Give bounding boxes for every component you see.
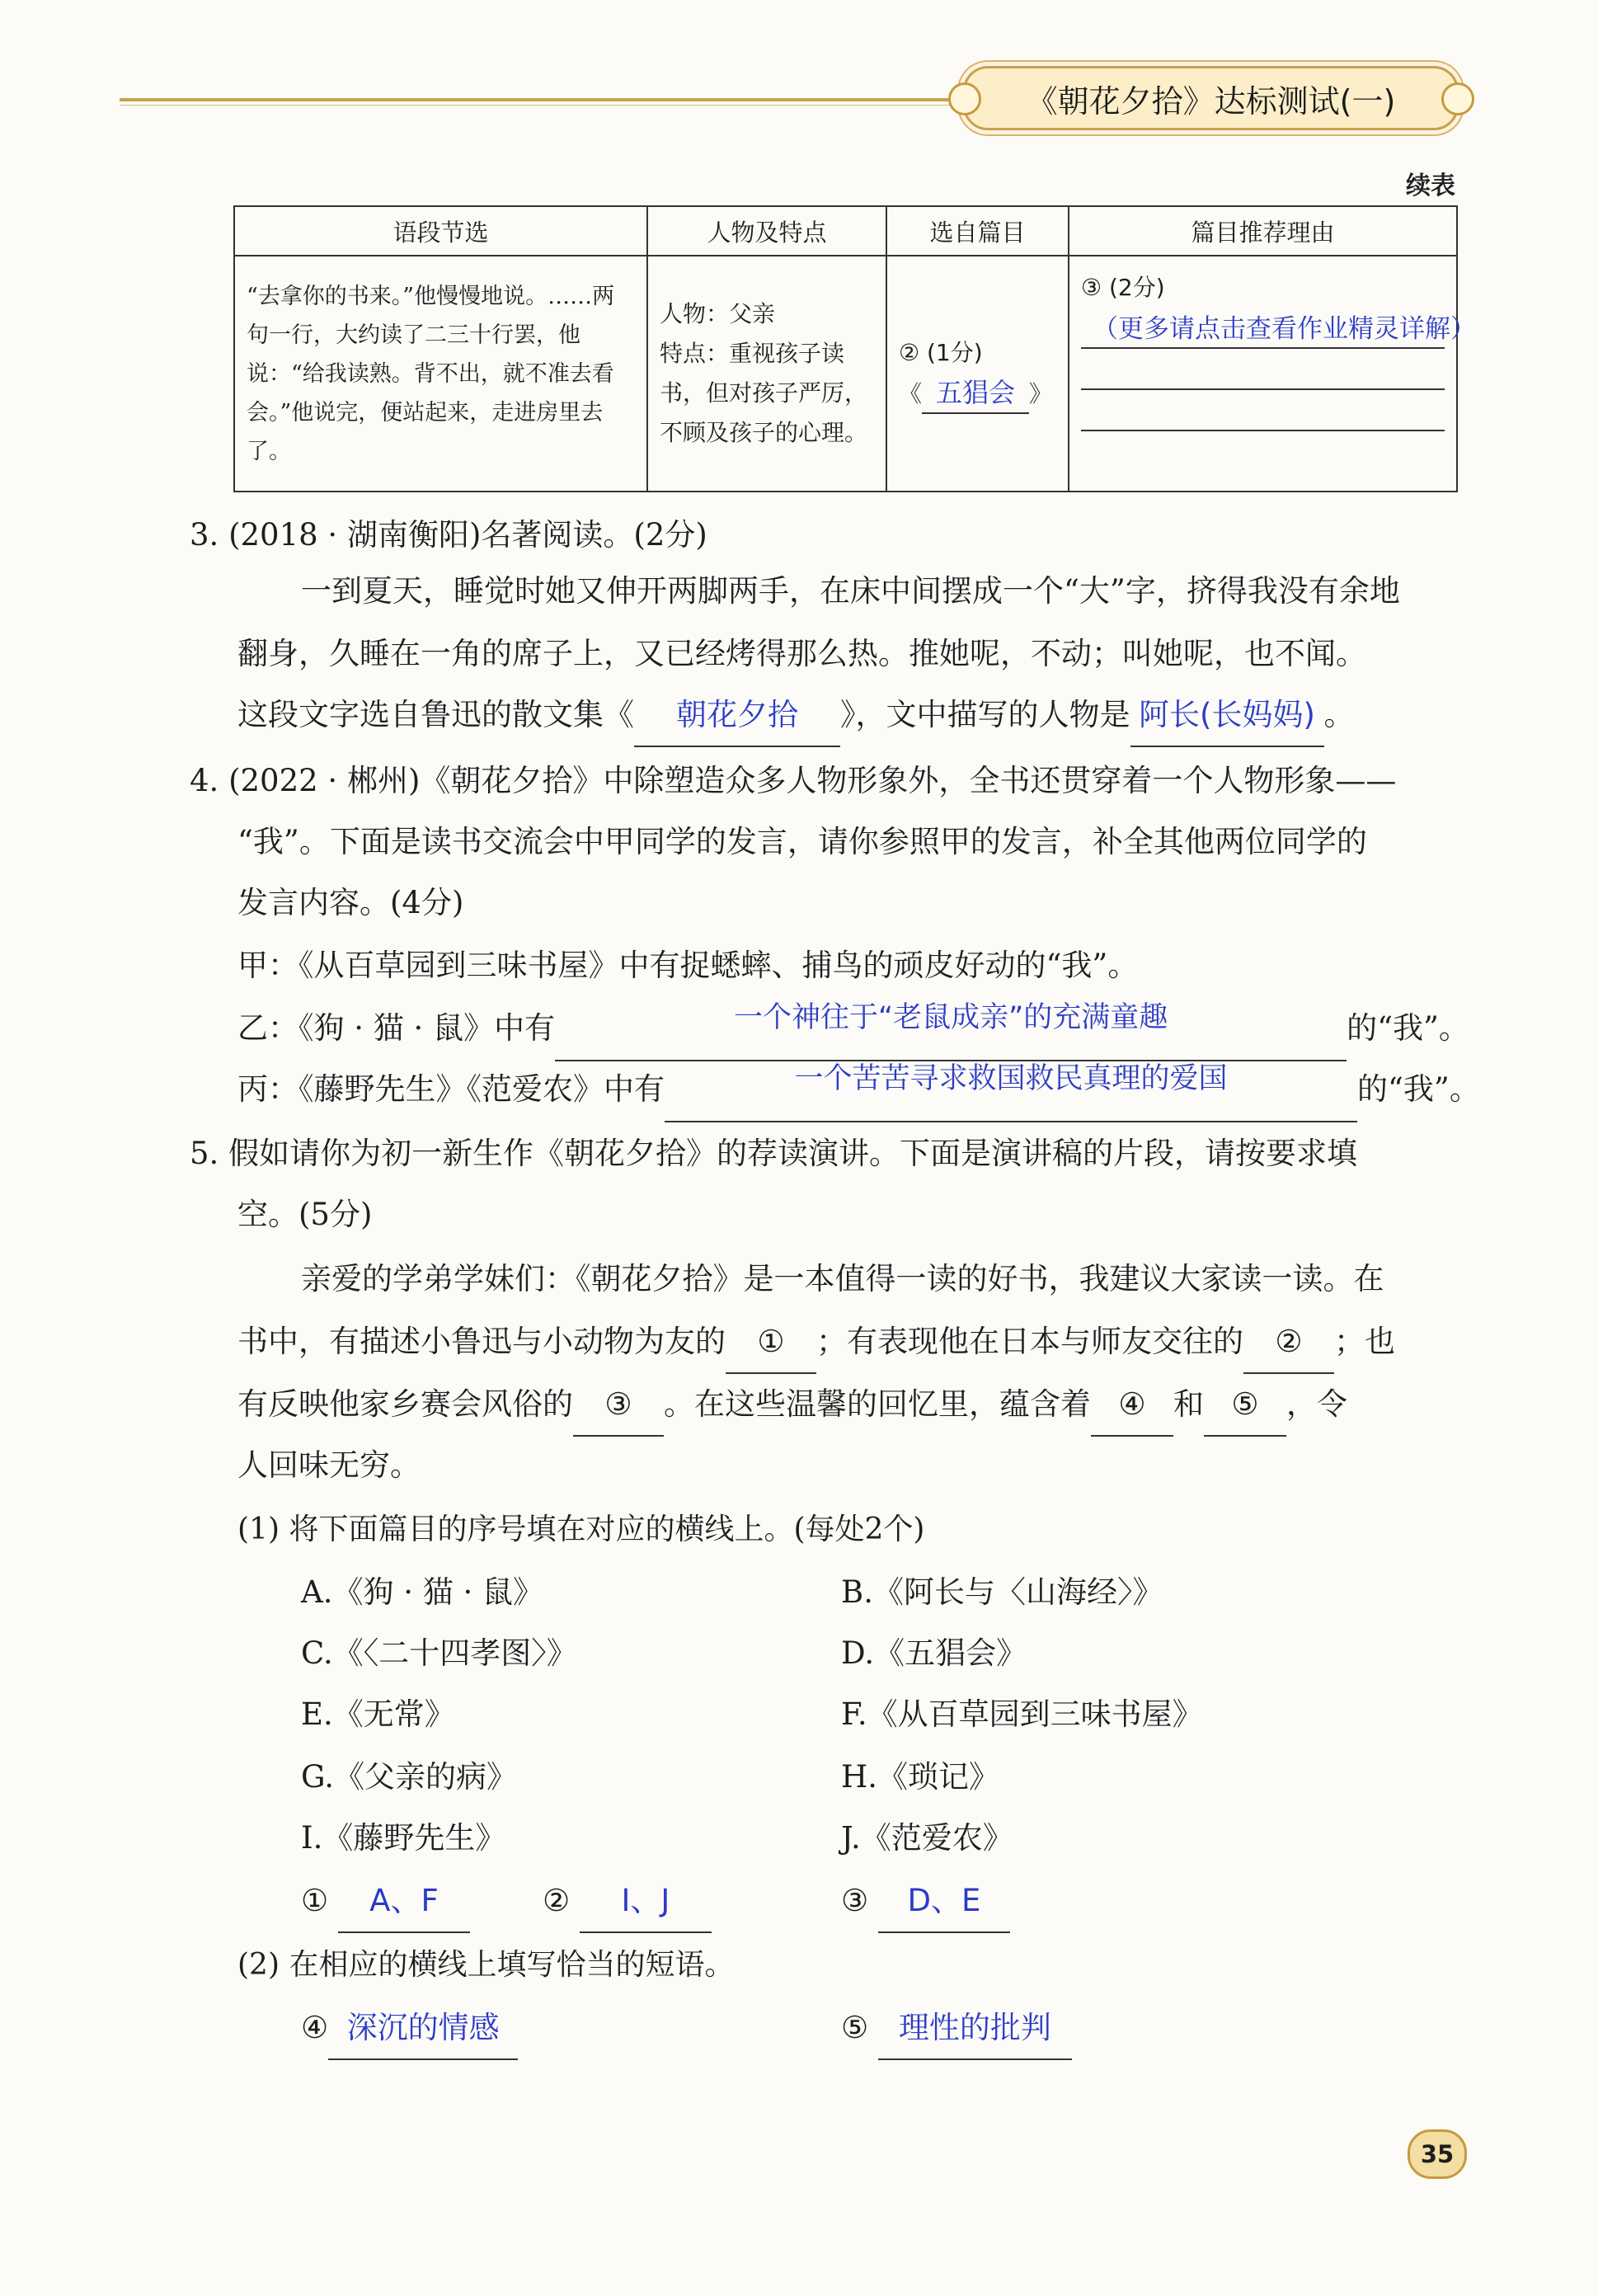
- reason-blank-line[interactable]: [1081, 390, 1445, 431]
- col-header-person: 人物及特点: [647, 206, 886, 256]
- option-i: I.《藤野先生》: [301, 1820, 506, 1856]
- q5-blank-5[interactable]: ⑤: [1204, 1374, 1286, 1437]
- source-cell: [886, 256, 1069, 492]
- header-banner: [963, 66, 1459, 130]
- q5-line-2: 空。(5分): [237, 1197, 373, 1232]
- q5-speech-2: 书中，有描述小鲁迅与小动物为友的 ① ；有表现他在日本与师友交往的 ② ；也: [237, 1311, 1395, 1374]
- q4-bing-blank[interactable]: [665, 1059, 1357, 1122]
- answer-2[interactable]: I、J: [580, 1870, 712, 1933]
- option-a: A.《狗 · 猫 · 鼠》: [301, 1574, 544, 1610]
- q3-passage-1: 一到夏天，睡觉时她又伸开两脚两手，在床中间摆成一个“大”字，挤得我没有余地: [301, 573, 1400, 609]
- table-continued-label: 续表: [1406, 172, 1455, 200]
- source-answer[interactable]: 五猖会: [922, 373, 1029, 414]
- q3-answer-a[interactable]: 朝花夕拾: [634, 685, 840, 747]
- reading-table: [233, 205, 1476, 492]
- q4-line-3: 发言内容。(4分): [237, 885, 464, 920]
- excerpt-text: “去拿你的书来。”他慢慢地说。……两句一行，大约读了二三十行罢，他说：“给我读熟。背不出，就不准去看会。”他说完，便站起来，走进房里去了。: [247, 283, 615, 464]
- answer-4[interactable]: 深沉的情感: [328, 1997, 518, 2060]
- option-c: C.《〈二十四孝图〉》: [301, 1635, 577, 1671]
- q5-sub1-title: (1) 将下面篇目的序号填在对应的横线上。(每处2个): [237, 1513, 925, 1546]
- page-number: 35: [1408, 2129, 1467, 2179]
- person-cell: [647, 256, 886, 492]
- q3-passage-2: 翻身，久睡在一角的席子上，又已经烤得那么热。推她呢，不动；叫她呢，也不闻。: [237, 636, 1366, 671]
- header-rule: [120, 98, 977, 101]
- answer-1-row: ① A、F: [301, 1870, 470, 1933]
- option-g: G.《父亲的病》: [301, 1759, 517, 1795]
- reason-label: ③ (2分): [1081, 274, 1165, 301]
- q5-blank-4[interactable]: ④: [1091, 1374, 1173, 1437]
- answer-2-row: ② I、J: [543, 1870, 712, 1933]
- answer-1[interactable]: A、F: [338, 1870, 470, 1933]
- answer-4-row: ④ 深沉的情感: [301, 1997, 518, 2060]
- q4-line-2: “我”。下面是读书交流会中甲同学的发言，请你参照甲的发言，补全其他两位同学的: [237, 824, 1367, 859]
- q4-line-1: 4. (2022 · 郴州)《朝花夕拾》中除塑造众多人物形象外，全书还贯穿着一个人物形象——: [190, 763, 1397, 798]
- header-rule-thin: [120, 105, 977, 106]
- q3-title: 3. (2018 · 湖南衡阳)名著阅读。(2分): [190, 517, 707, 553]
- q5-speech-1: 亲爱的学弟学妹们：《朝花夕拾》是一本值得一读的好书，我建议大家读一读。在: [301, 1261, 1384, 1296]
- q3-answer-line: 这段文字选自鲁迅的散文集《 朝花夕拾 》，文中描写的人物是 阿长(长妈妈) 。: [237, 685, 1355, 747]
- col-header-reason: 篇目推荐理由: [1069, 206, 1457, 256]
- q4-yi-answer[interactable]: 一个神往于“老鼠成亲”的充满童趣: [733, 1001, 1168, 1034]
- q5-blank-2[interactable]: ②: [1243, 1311, 1334, 1374]
- option-b: B.《阿长与〈山海经〉》: [841, 1574, 1163, 1610]
- q5-blank-3[interactable]: ③: [573, 1374, 664, 1437]
- q5-speech-3: 有反映他家乡赛会风俗的 ③ 。在这些温馨的回忆里，蕴含着 ④ 和 ⑤ ，令: [237, 1374, 1347, 1437]
- option-f: F.《从百草园到三味书屋》: [841, 1696, 1203, 1732]
- q3-answer-b[interactable]: 阿长(长妈妈): [1130, 685, 1324, 747]
- option-d: D.《五猖会》: [841, 1635, 1027, 1671]
- table-header-row: [234, 206, 1457, 256]
- reason-answer[interactable]: （更多请点击查看作业精灵详解）: [1093, 314, 1476, 344]
- answer-3-row: ③ D、E: [841, 1870, 1010, 1933]
- trait-text: 特点：重视孩子读书，但对孩子严厉，不顾及孩子的心理。: [660, 340, 868, 446]
- col-header-excerpt: 语段节选: [234, 206, 647, 256]
- q4-bing-answer[interactable]: 一个苦苦寻求救国救民真理的爱国: [794, 1062, 1228, 1095]
- q4-jia: 甲：《从百草园到三味书屋》中有捉蟋蟀、捕鸟的顽皮好动的“我”。: [237, 948, 1139, 983]
- col-header-source: 选自篇目: [886, 206, 1069, 256]
- answer-5-row: ⑤ 理性的批判: [841, 1997, 1072, 2060]
- option-h: H.《琐记》: [841, 1759, 1000, 1795]
- q5-speech-4: 人回味无穷。: [237, 1447, 421, 1483]
- q4-yi: 乙：《狗 · 猫 · 鼠》中有 一个神往于“老鼠成亲”的充满童趣 的“我”。: [237, 998, 1469, 1061]
- reason-cell: [1069, 256, 1476, 492]
- ornament-right-icon: [1441, 82, 1474, 115]
- reason-blank-line[interactable]: [1081, 349, 1445, 390]
- option-j: J.《范爱农》: [841, 1820, 1013, 1856]
- table-row: [234, 256, 1457, 492]
- q5-blank-1[interactable]: ①: [726, 1311, 816, 1374]
- person-text: 人物：父亲: [660, 300, 776, 327]
- q4-yi-blank[interactable]: [555, 998, 1347, 1061]
- source-label: ② (1分): [899, 339, 983, 366]
- excerpt-cell: [234, 256, 647, 492]
- q5-sub2-title: (2) 在相应的横线上填写恰当的短语。: [237, 1948, 735, 1982]
- option-e: E.《无常》: [301, 1696, 455, 1732]
- ornament-left-icon: [948, 82, 981, 115]
- page-title: 《朝花夕拾》达标测试(一): [1026, 82, 1396, 120]
- answer-5[interactable]: 理性的批判: [878, 1997, 1072, 2060]
- answer-3[interactable]: D、E: [878, 1870, 1010, 1933]
- reason-answer-line[interactable]: [1081, 308, 1476, 349]
- q4-bing: 丙：《藤野先生》《范爱农》中有 一个苦苦寻求救国救民真理的爱国 的“我”。: [237, 1059, 1480, 1122]
- source-answer-line: 《 五猖会 》: [899, 373, 1056, 414]
- q5-line-1: 5. 假如请你为初一新生作《朝花夕拾》的荐读演讲。下面是演讲稿的片段，请按要求填: [190, 1136, 1358, 1171]
